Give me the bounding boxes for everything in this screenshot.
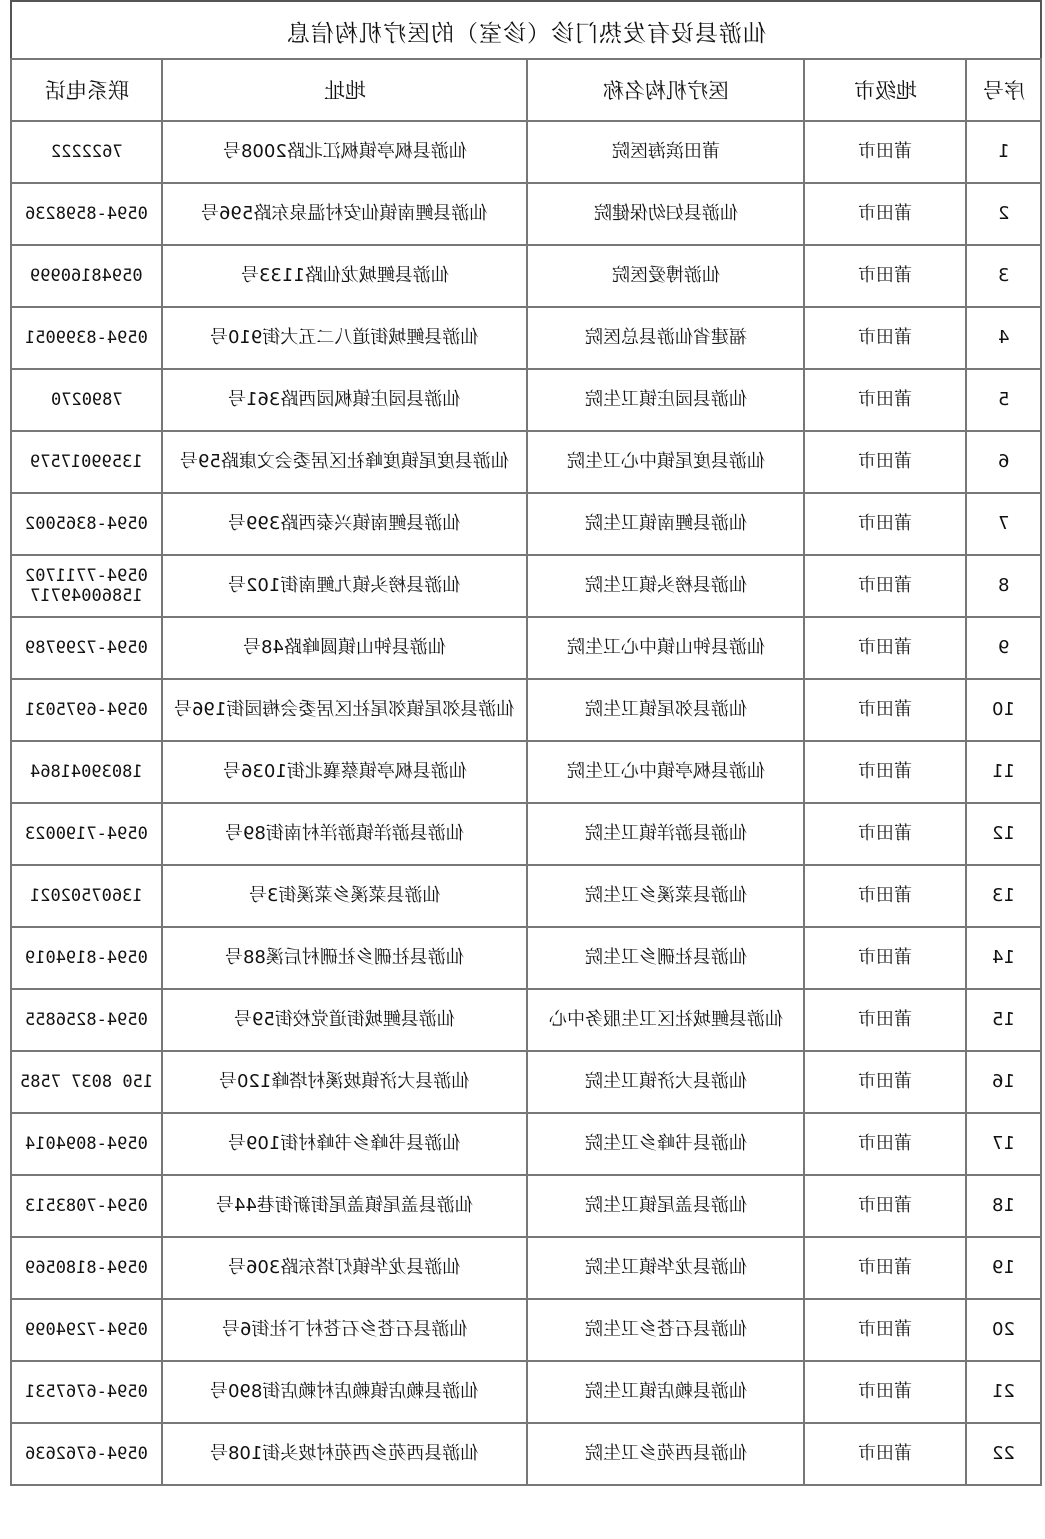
page-title: 仙游县设有发热门诊（诊室）的医疗机构信息: [286, 20, 766, 47]
cell-number: 8: [966, 555, 1041, 617]
cell-address: 仙游县书峰乡书峰村街109号: [162, 1113, 527, 1175]
cell-city: 莆田市: [804, 741, 966, 803]
cell-address: 仙游县鲤城龙仙路1133号: [162, 245, 527, 307]
cell-institution-name: 仙游县钟山镇中心卫生院: [527, 617, 804, 679]
cell-institution-name: 仙游县盖尾镇卫生院: [527, 1175, 804, 1237]
cell-institution-name: 福建省仙游县总医院: [527, 307, 804, 369]
cell-address: 仙游县社硎乡社硎村后溪88号: [162, 927, 527, 989]
cell-city: 莆田市: [804, 369, 966, 431]
cell-number: 6: [966, 431, 1041, 493]
cell-institution-name: 仙游县榜头镇卫生院: [527, 555, 804, 617]
cell-number: 13: [966, 865, 1041, 927]
cell-phone: 0594-6767531: [11, 1361, 162, 1423]
cell-city: 莆田市: [804, 617, 966, 679]
cell-address: 仙游县鲤城街道党校街59号: [162, 989, 527, 1051]
cell-city: 莆田市: [804, 1299, 966, 1361]
cell-institution-name: 仙游县西苑乡卫生院: [527, 1423, 804, 1485]
table-row: [11, 121, 1041, 183]
cell-city: 莆田市: [804, 1237, 966, 1299]
cell-phone: 0594-8194019: [11, 927, 162, 989]
cell-phone: 0594-7711702 15860049717: [11, 555, 162, 617]
cell-institution-name: 仙游县社硎乡卫生院: [527, 927, 804, 989]
cell-phone: 0594-8256855: [11, 989, 162, 1051]
cell-city: 莆田市: [804, 245, 966, 307]
cell-phone: 0594-6762636: [11, 1423, 162, 1485]
header-name: 医疗机构名称: [527, 59, 804, 121]
clinic-table: [10, 58, 1042, 1486]
cell-phone: 150 8037 7585: [11, 1051, 162, 1113]
cell-address: 仙游县钟山镇圆峰路48号: [162, 617, 527, 679]
cell-number: 18: [966, 1175, 1041, 1237]
cell-institution-name: 仙游县书峰乡卫生院: [527, 1113, 804, 1175]
cell-number: 4: [966, 307, 1041, 369]
cell-address: 仙游县西苑乡西苑村坡头街108号: [162, 1423, 527, 1485]
cell-phone: 13599017579: [11, 431, 162, 493]
table-row: [11, 741, 1041, 803]
table-row: [11, 431, 1041, 493]
cell-number: 11: [966, 741, 1041, 803]
cell-institution-name: 仙游县枫亭镇中心卫生院: [527, 741, 804, 803]
table-row: [11, 989, 1041, 1051]
table-row: [11, 493, 1041, 555]
cell-phone: 7622222: [11, 121, 162, 183]
cell-institution-name: 仙游县妇幼保健院: [527, 183, 804, 245]
cell-city: 莆田市: [804, 865, 966, 927]
cell-institution-name: 仙游县赖店镇卫生院: [527, 1361, 804, 1423]
cell-address: 仙游县度尾镇度峰社区居委会文康路59号: [162, 431, 527, 493]
cell-number: 22: [966, 1423, 1041, 1485]
cell-phone: 0594-7299789: [11, 617, 162, 679]
table-row: [11, 1113, 1041, 1175]
cell-number: 5: [966, 369, 1041, 431]
cell-city: 莆田市: [804, 1175, 966, 1237]
table-row: [11, 1051, 1041, 1113]
cell-institution-name: 仙游县大济镇卫生院: [527, 1051, 804, 1113]
cell-address: 仙游县赖店镇赖店村赖店街890号: [162, 1361, 527, 1423]
cell-city: 莆田市: [804, 1051, 966, 1113]
cell-address: 仙游县游洋镇游洋村南街89号: [162, 803, 527, 865]
cell-phone: 13607502021: [11, 865, 162, 927]
cell-address: 仙游县榜头镇九鲤南街102号: [162, 555, 527, 617]
cell-number: 17: [966, 1113, 1041, 1175]
cell-institution-name: 仙游县度尾镇中心卫生院: [527, 431, 804, 493]
cell-phone: 7890270: [11, 369, 162, 431]
cell-address: 仙游县鲤城街道八二五大街910号: [162, 307, 527, 369]
cell-address: 仙游县鲤南镇兴泰西路399号: [162, 493, 527, 555]
table-row: [11, 1175, 1041, 1237]
table-row: [11, 865, 1041, 927]
cell-phone: 18039041864: [11, 741, 162, 803]
cell-number: 14: [966, 927, 1041, 989]
cell-institution-name: 仙游县石苍乡卫生院: [527, 1299, 804, 1361]
cell-institution-name: 仙游博爱医院: [527, 245, 804, 307]
cell-phone: 0594-7083513: [11, 1175, 162, 1237]
cell-number: 2: [966, 183, 1041, 245]
cell-city: 莆田市: [804, 555, 966, 617]
cell-phone: 0594-8094014: [11, 1113, 162, 1175]
cell-city: 莆田市: [804, 927, 966, 989]
table-row: [11, 555, 1041, 617]
table-row: [11, 1361, 1041, 1423]
cell-address: 仙游县郊尾镇郊尾社区居委会梅园街196号: [162, 679, 527, 741]
cell-city: 莆田市: [804, 679, 966, 741]
cell-institution-name: 仙游县郊尾镇卫生院: [527, 679, 804, 741]
cell-address: 仙游县菜溪乡菜溪街3号: [162, 865, 527, 927]
cell-city: 莆田市: [804, 803, 966, 865]
cell-city: 莆田市: [804, 307, 966, 369]
cell-number: 16: [966, 1051, 1041, 1113]
table-row: [11, 617, 1041, 679]
cell-institution-name: 仙游县鲤城社区卫生服务中心: [527, 989, 804, 1051]
cell-number: 21: [966, 1361, 1041, 1423]
cell-phone: 0594-8598236: [11, 183, 162, 245]
cell-number: 19: [966, 1237, 1041, 1299]
cell-phone: 05948160999: [11, 245, 162, 307]
table-row: [11, 307, 1041, 369]
cell-institution-name: 仙游县游洋镇卫生院: [527, 803, 804, 865]
cell-number: 3: [966, 245, 1041, 307]
table-row: [11, 369, 1041, 431]
table-row: [11, 1299, 1041, 1361]
cell-phone: 0594-8365002: [11, 493, 162, 555]
cell-city: 莆田市: [804, 121, 966, 183]
cell-phone: 0594-7294099: [11, 1299, 162, 1361]
cell-city: 莆田市: [804, 1113, 966, 1175]
cell-number: 15: [966, 989, 1041, 1051]
cell-phone: 0594-8180569: [11, 1237, 162, 1299]
cell-phone: 0594-6975031: [11, 679, 162, 741]
table-row: [11, 927, 1041, 989]
table-row: [11, 1237, 1041, 1299]
cell-number: 9: [966, 617, 1041, 679]
table-row: [11, 1423, 1041, 1485]
cell-address: 仙游县大济镇坡溪村塔峰120号: [162, 1051, 527, 1113]
cell-number: 10: [966, 679, 1041, 741]
cell-address: 仙游县园庄镇枫园西路361号: [162, 369, 527, 431]
cell-city: 莆田市: [804, 493, 966, 555]
cell-city: 莆田市: [804, 1423, 966, 1485]
cell-institution-name: 仙游县龙华镇卫生院: [527, 1237, 804, 1299]
cell-number: 12: [966, 803, 1041, 865]
cell-phone: 0594-8399051: [11, 307, 162, 369]
header-city: 地级市: [804, 59, 966, 121]
cell-address: 仙游县枫亭镇蔡襄北街1036号: [162, 741, 527, 803]
header-row: [11, 59, 1041, 121]
cell-address: 仙游县盖尾镇盖尾街新街巷44号: [162, 1175, 527, 1237]
cell-institution-name: 莆田滨海医院: [527, 121, 804, 183]
title-bar: [10, 0, 1042, 60]
cell-city: 莆田市: [804, 431, 966, 493]
cell-city: 莆田市: [804, 183, 966, 245]
cell-number: 1: [966, 121, 1041, 183]
table-row: [11, 679, 1041, 741]
cell-phone: 0594-7190023: [11, 803, 162, 865]
cell-address: 仙游县龙华镇灯塔东路306号: [162, 1237, 527, 1299]
cell-address: 仙游县鲤南镇仙安村温泉东路596号: [162, 183, 527, 245]
cell-institution-name: 仙游县菜溪乡卫生院: [527, 865, 804, 927]
header-phone: 联系电话: [11, 59, 162, 121]
document-page: [10, 0, 1040, 1535]
header-address: 地址: [162, 59, 527, 121]
cell-institution-name: 仙游县园庄镇卫生院: [527, 369, 804, 431]
cell-address: 仙游县枫亭镇枫江北路2008号: [162, 121, 527, 183]
table-row: [11, 803, 1041, 865]
cell-city: 莆田市: [804, 1361, 966, 1423]
cell-address: 仙游县石苍乡石苍村下社街6号: [162, 1299, 527, 1361]
table-row: [11, 183, 1041, 245]
table-row: [11, 245, 1041, 307]
cell-number: 20: [966, 1299, 1041, 1361]
cell-institution-name: 仙游县鲤南镇卫生院: [527, 493, 804, 555]
header-number: 序号: [966, 59, 1041, 121]
cell-number: 7: [966, 493, 1041, 555]
cell-city: 莆田市: [804, 989, 966, 1051]
